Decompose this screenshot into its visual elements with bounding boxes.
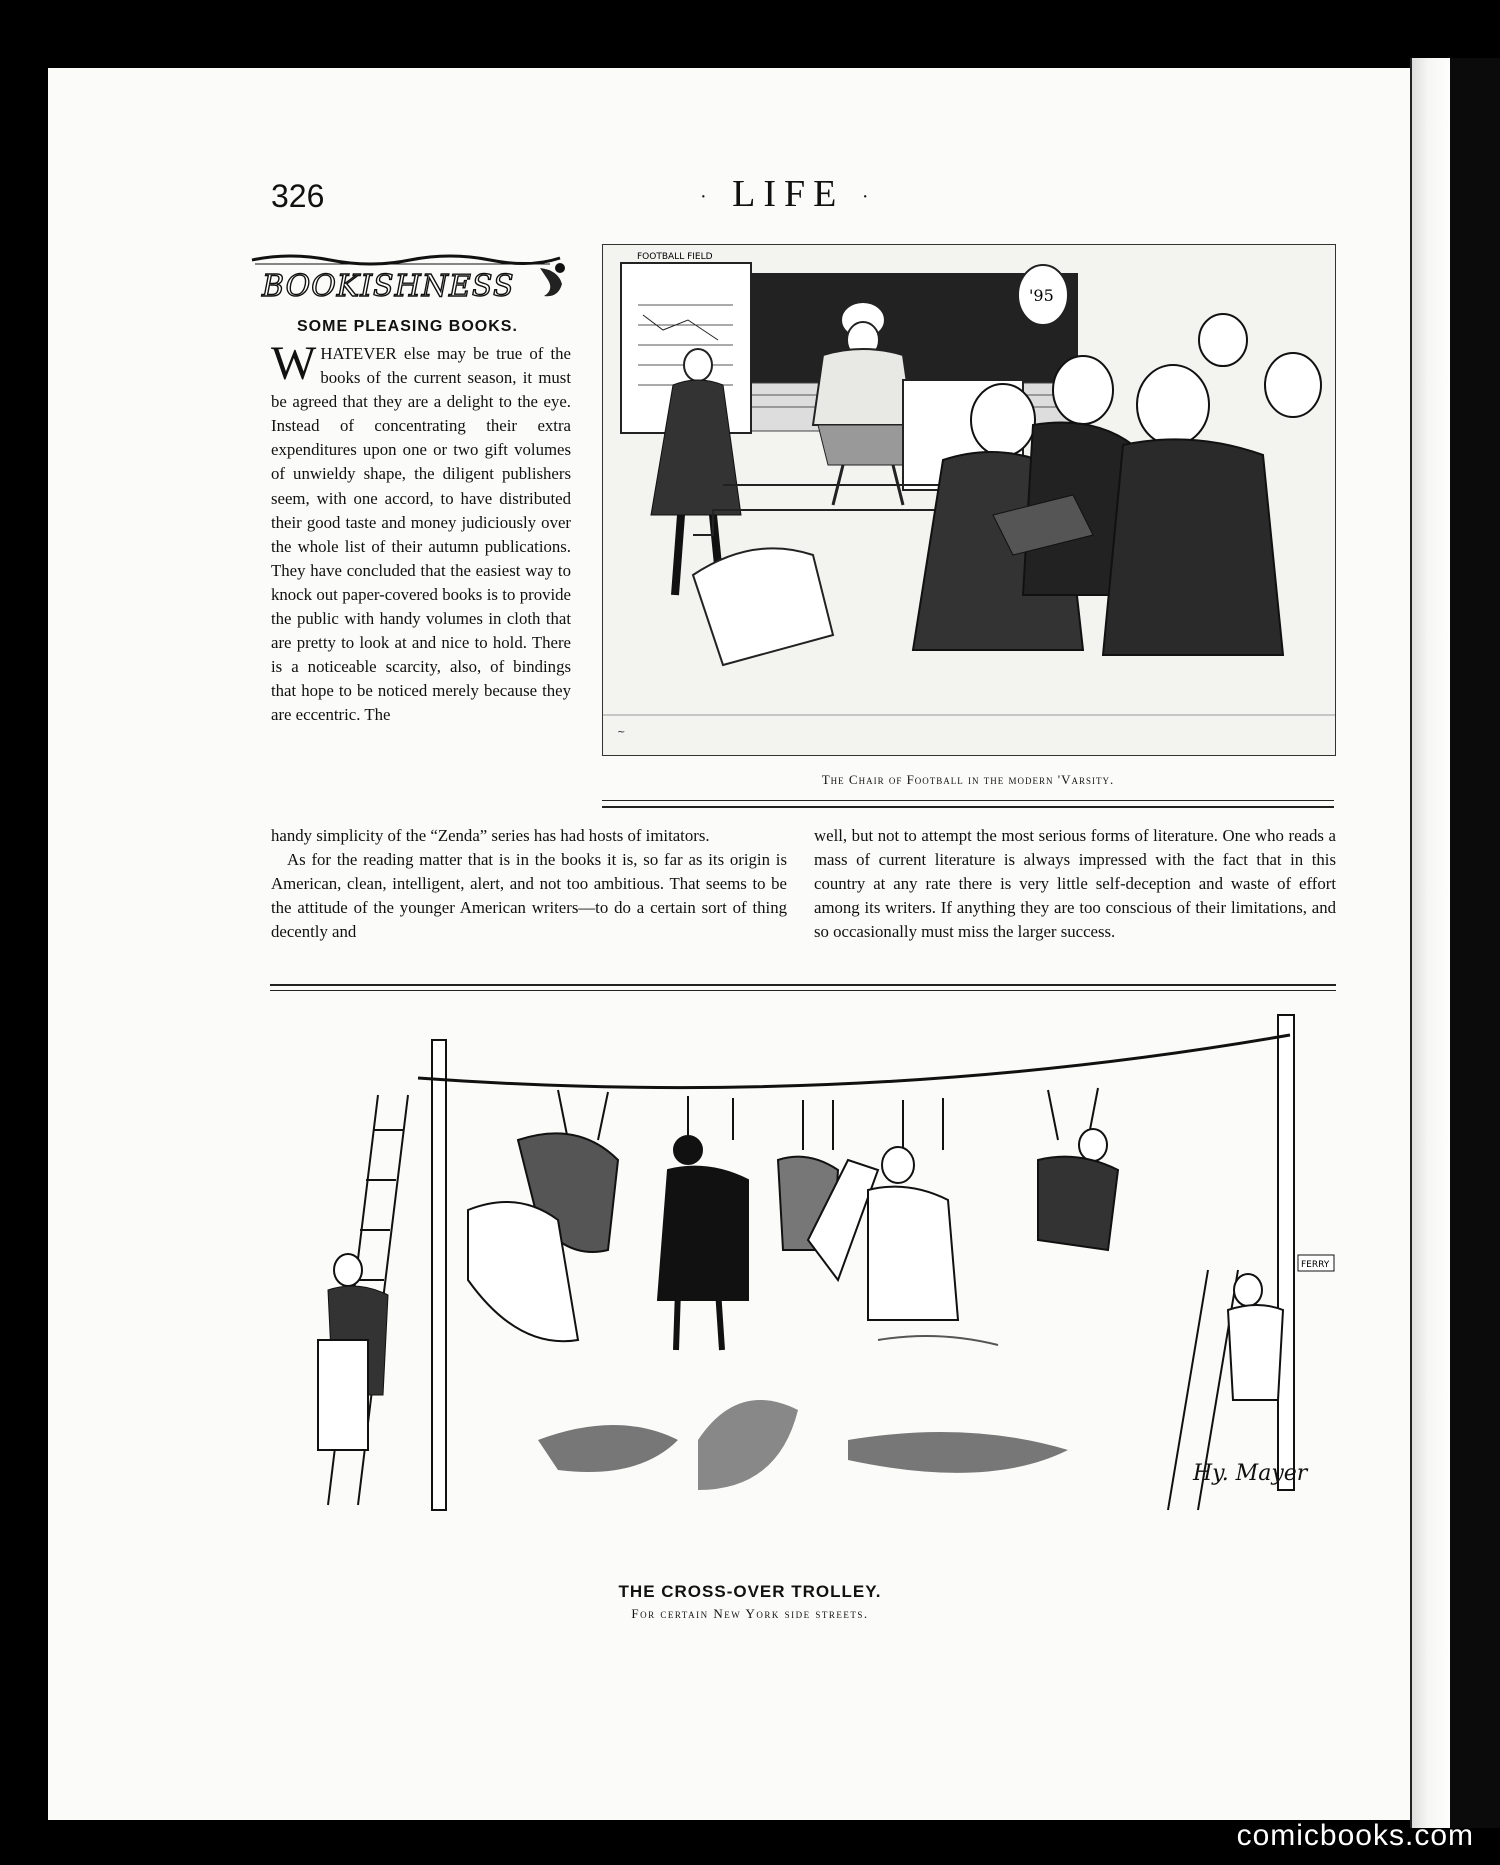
svg-text:~: ~ [617, 727, 626, 738]
logo-text: BOOKISHNESS [262, 269, 515, 304]
cross-over-trolley-illustration [278, 1000, 1330, 1570]
divider-rule [602, 800, 1334, 801]
drop-cap: W [271, 337, 317, 390]
masthead-title: LIFE [732, 173, 845, 215]
article-headline: SOME PLEASING BOOKS. [297, 318, 518, 335]
bookishness-logo [250, 250, 580, 310]
divider-rule [602, 806, 1334, 808]
figure-bottom-caption-title: THE CROSS-OVER TROLLEY. [618, 1582, 882, 1601]
site-watermark: comicbooks.com [1236, 1819, 1474, 1852]
masthead-dot-right: · [861, 185, 877, 208]
article-paragraph: well, but not to attempt the most serious forms of literature. One who reads a mass of current literature is always impressed with the fact that in this country at any rate there is very little self-deception and waste of effort among its writers. If anything they are too conscious of their limitations, and so occasionally must miss the larger success. [814, 826, 1336, 942]
figure-bottom-caption-sub: For certain New York side streets. [631, 1606, 869, 1621]
artist-signature: Hy. Mayer [1193, 1461, 1308, 1486]
article-paragraph: handy simplicity of the “Zenda” series has had hosts of imitators. [271, 826, 710, 845]
article-column-right [814, 824, 1336, 944]
masthead-dot-left: · [700, 185, 715, 208]
football-chair-illustration [602, 244, 1336, 756]
balloon-label: '95 [1029, 286, 1054, 305]
article-column-left [271, 824, 787, 944]
sign-label: FERRY [1301, 1260, 1330, 1270]
divider-rule [270, 990, 1336, 991]
article-column-1 [271, 337, 571, 728]
masthead [700, 172, 877, 216]
next-page-edge [1450, 58, 1500, 1828]
article-paragraph: As for the reading matter that is in the books it is, so far as its origin is American, clean, intelligent, alert, and not too ambitious. That seems to be the attitude of the younger American writers—to do a certain sort of thing decently and [271, 850, 787, 942]
divider-rule [270, 984, 1336, 986]
figure-top-caption: The Chair of Football in the modern 'Varsity. [821, 772, 1115, 787]
page-number: 326 [271, 178, 325, 214]
article-text-col1: HATEVER else may be true of the books of the current season, it must be agreed that they are a delight to the eye. Instead of concentrating their extra expenditures upon one or two gift volumes of unwieldy shape, the diligent publishers seem, with one accord, to have distributed their good taste and money judiciously over the whole list of their autumn publications. They have concluded that the easiest way to knock out paper-covered books is to provide the public with handy volumes in cloth that are pretty to look at and nice to hold. There is a noticeable scarcity, also, of bindings that hope to be noticed merely because they are eccentric. The [271, 344, 571, 725]
chart-label: FOOTBALL FIELD [637, 252, 713, 262]
page-spine [1410, 58, 1452, 1828]
